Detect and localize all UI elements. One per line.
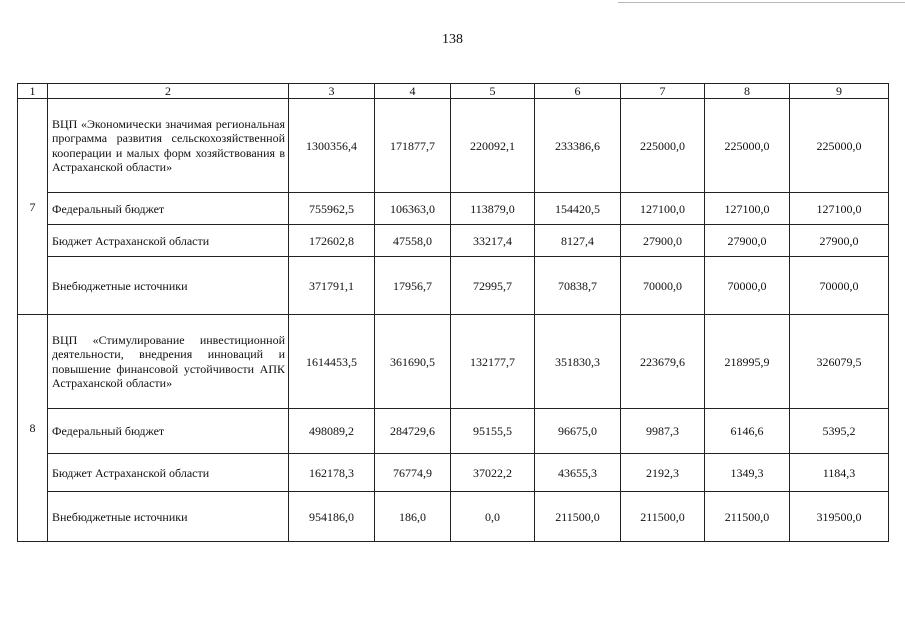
table-cell: 17956,7 — [375, 257, 451, 315]
table-cell: 2192,3 — [621, 454, 705, 492]
column-header: 5 — [451, 84, 535, 99]
table-cell: 1300356,4 — [289, 99, 375, 193]
table-cell: 27900,0 — [790, 225, 889, 257]
column-header: 8 — [705, 84, 790, 99]
table-cell: 225000,0 — [621, 99, 705, 193]
column-header: 6 — [535, 84, 621, 99]
table-cell: 351830,3 — [535, 315, 621, 409]
table-cell: 72995,7 — [451, 257, 535, 315]
table-cell: 954186,0 — [289, 492, 375, 542]
row-label: Внебюджетные источники — [48, 492, 289, 542]
row-label: Бюджет Астраханской области — [48, 454, 289, 492]
table-row — [18, 257, 889, 315]
table-cell: 132177,7 — [451, 315, 535, 409]
table-cell: 223679,6 — [621, 315, 705, 409]
table-cell: 47558,0 — [375, 225, 451, 257]
table-cell: 319500,0 — [790, 492, 889, 542]
table-cell: 211500,0 — [535, 492, 621, 542]
row-label: Федеральный бюджет — [48, 409, 289, 454]
table-cell: 755962,5 — [289, 193, 375, 225]
table-cell: 70000,0 — [790, 257, 889, 315]
column-header: 4 — [375, 84, 451, 99]
table-cell: 371791,1 — [289, 257, 375, 315]
table-cell: 70000,0 — [621, 257, 705, 315]
table-row-program — [18, 99, 889, 193]
table-cell: 106363,0 — [375, 193, 451, 225]
table-cell: 76774,9 — [375, 454, 451, 492]
row-label: Внебюджетные источники — [48, 257, 289, 315]
row-number: 8 — [18, 315, 48, 542]
table-cell: 233386,6 — [535, 99, 621, 193]
table-cell: 225000,0 — [705, 99, 790, 193]
table-cell: 43655,3 — [535, 454, 621, 492]
table-cell: 0,0 — [451, 492, 535, 542]
table-row — [18, 193, 889, 225]
page-number: 138 — [442, 32, 463, 47]
table-cell: 127100,0 — [790, 193, 889, 225]
table-cell: 6146,6 — [705, 409, 790, 454]
table-cell: 33217,4 — [451, 225, 535, 257]
table-cell: 95155,5 — [451, 409, 535, 454]
table-cell: 186,0 — [375, 492, 451, 542]
table-row — [18, 492, 889, 542]
table-cell: 1614453,5 — [289, 315, 375, 409]
table-cell: 284729,6 — [375, 409, 451, 454]
table-cell: 70000,0 — [705, 257, 790, 315]
table-row — [18, 409, 889, 454]
table-cell: 162178,3 — [289, 454, 375, 492]
column-header: 2 — [48, 84, 289, 99]
program-title: ВЦП «Экономически значимая региональная программа развития сельскохозяйственной кооперации и малых форм хозяйствования в Астраханской области» — [48, 99, 289, 193]
table-cell: 9987,3 — [621, 409, 705, 454]
table-cell: 5395,2 — [790, 409, 889, 454]
table-cell: 1349,3 — [705, 454, 790, 492]
table-cell: 8127,4 — [535, 225, 621, 257]
table-cell: 27900,0 — [621, 225, 705, 257]
table-cell: 127100,0 — [705, 193, 790, 225]
row-label: Бюджет Астраханской области — [48, 225, 289, 257]
scan-edge-line — [618, 2, 905, 5]
table-cell: 27900,0 — [705, 225, 790, 257]
table-cell: 218995,9 — [705, 315, 790, 409]
column-header: 1 — [18, 84, 48, 99]
row-number: 7 — [18, 99, 48, 315]
row-label: Федеральный бюджет — [48, 193, 289, 225]
table-cell: 211500,0 — [621, 492, 705, 542]
table-cell: 225000,0 — [790, 99, 889, 193]
table-row-program — [18, 315, 889, 409]
program-title: ВЦП «Стимулирование инвестиционной деятельности, внедрения инноваций и повышение финансовой устойчивости АПК Астраханской области» — [48, 315, 289, 409]
table-cell: 127100,0 — [621, 193, 705, 225]
table-cell: 326079,5 — [790, 315, 889, 409]
table-cell: 211500,0 — [705, 492, 790, 542]
table-cell: 220092,1 — [451, 99, 535, 193]
table-row — [18, 454, 889, 492]
column-header: 7 — [621, 84, 705, 99]
budget-table — [17, 83, 889, 542]
table-cell: 70838,7 — [535, 257, 621, 315]
table-cell: 172602,8 — [289, 225, 375, 257]
table-cell: 1184,3 — [790, 454, 889, 492]
table-cell: 37022,2 — [451, 454, 535, 492]
table-row — [18, 225, 889, 257]
table-cell: 113879,0 — [451, 193, 535, 225]
table-cell: 361690,5 — [375, 315, 451, 409]
column-header: 9 — [790, 84, 889, 99]
column-number-row — [18, 84, 889, 99]
table-cell: 96675,0 — [535, 409, 621, 454]
table-cell: 498089,2 — [289, 409, 375, 454]
table-cell: 154420,5 — [535, 193, 621, 225]
column-header: 3 — [289, 84, 375, 99]
table-cell: 171877,7 — [375, 99, 451, 193]
